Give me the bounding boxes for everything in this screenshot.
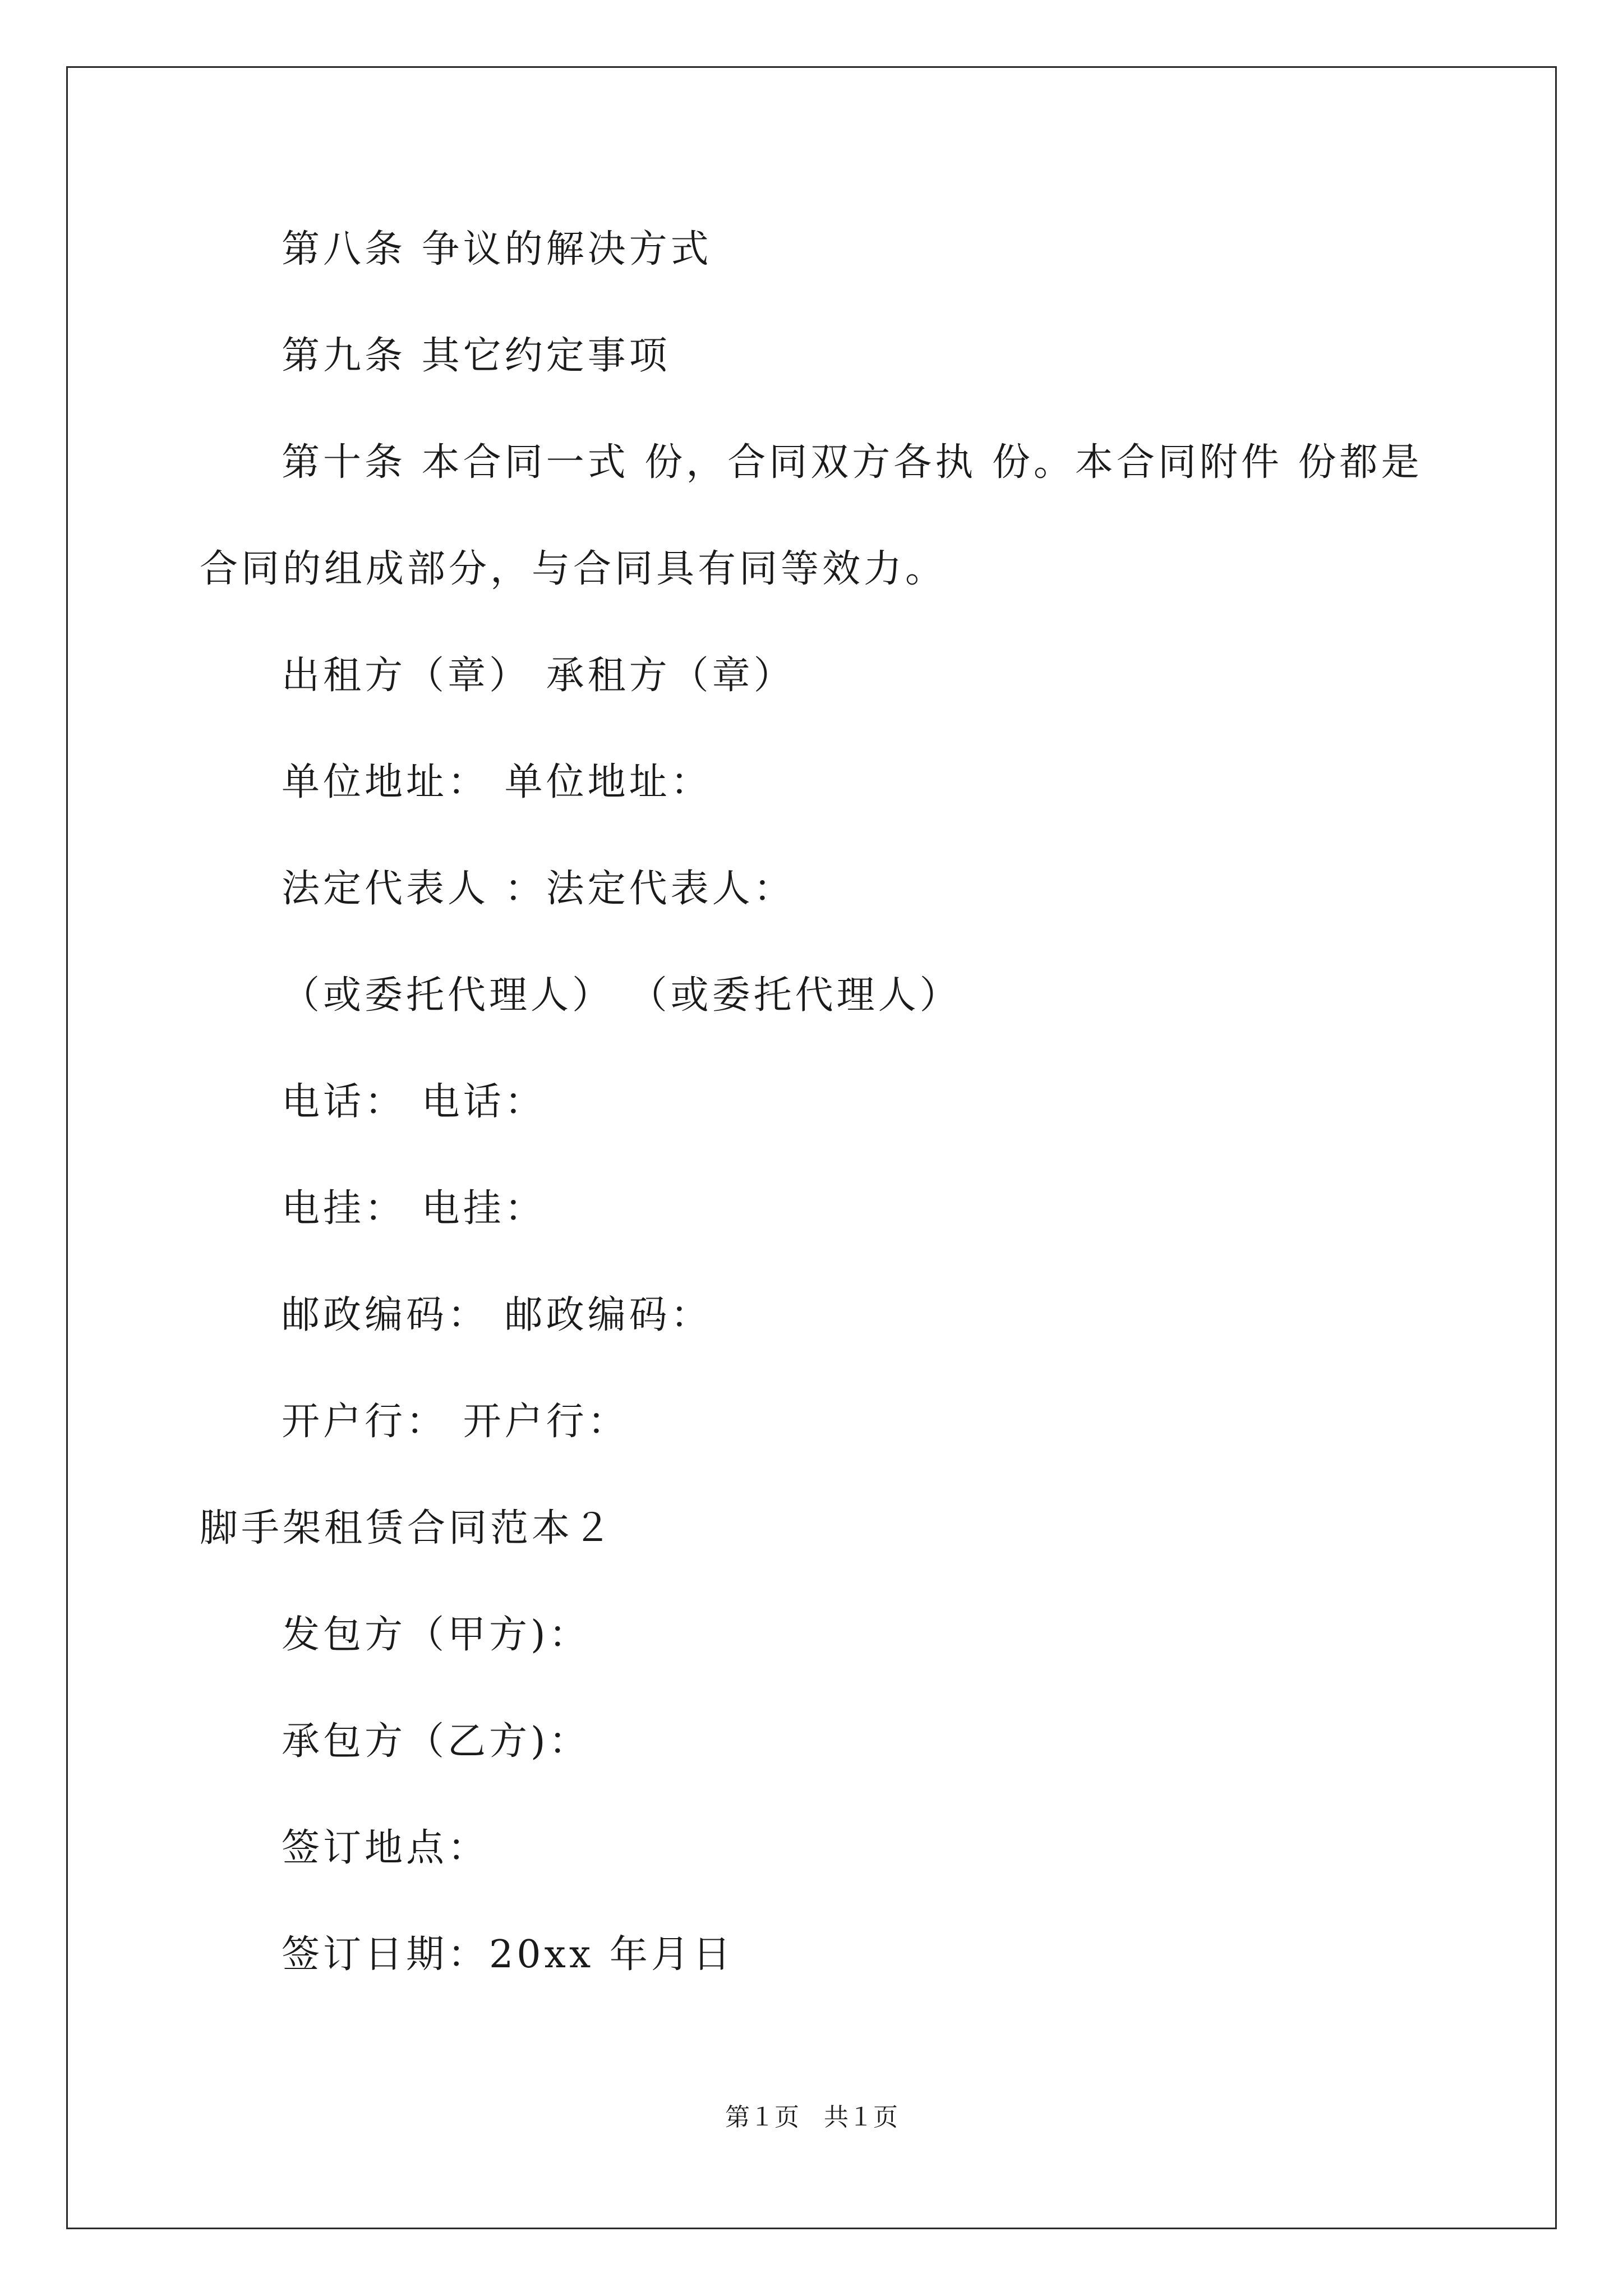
telephone: 电话： 电话：: [282, 1080, 546, 1124]
unit-address: 单位地址： 单位地址：: [282, 760, 712, 804]
clause-8: 第八条 争议的解决方式: [282, 227, 712, 272]
clause-10-continuation: 合同的组成部分，与合同具有同等效力。: [200, 547, 947, 591]
legal-representative: 法定代表人 ：法定代表人：: [282, 867, 795, 911]
bank: 开户行： 开户行：: [282, 1400, 629, 1444]
section-title: 脚手架租赁合同范本２: [200, 1506, 615, 1550]
signing-date: 签订日期：20xx 年月日: [282, 1932, 734, 1977]
clause-10: 第十条 本合同一式 份，合同双方各执 份。本合同附件 份都是: [282, 440, 1423, 485]
authorized-agent: （或委托代理人） （或委托代理人）: [282, 973, 961, 1018]
page-border: [66, 66, 1557, 2229]
telegraph: 电挂： 电挂：: [282, 1186, 546, 1231]
postal-code: 邮政编码： 邮政编码：: [282, 1293, 712, 1337]
signature-parties: 出租方（章） 承租方（章）: [282, 654, 795, 698]
party-a: 发包方（甲方)：: [282, 1613, 591, 1657]
page-footer: 第１页 共１页: [725, 2103, 898, 2132]
clause-9: 第九条 其它约定事项: [282, 334, 671, 378]
signing-place: 签订地点：: [282, 1826, 490, 1870]
party-b: 承包方（乙方)：: [282, 1719, 591, 1764]
